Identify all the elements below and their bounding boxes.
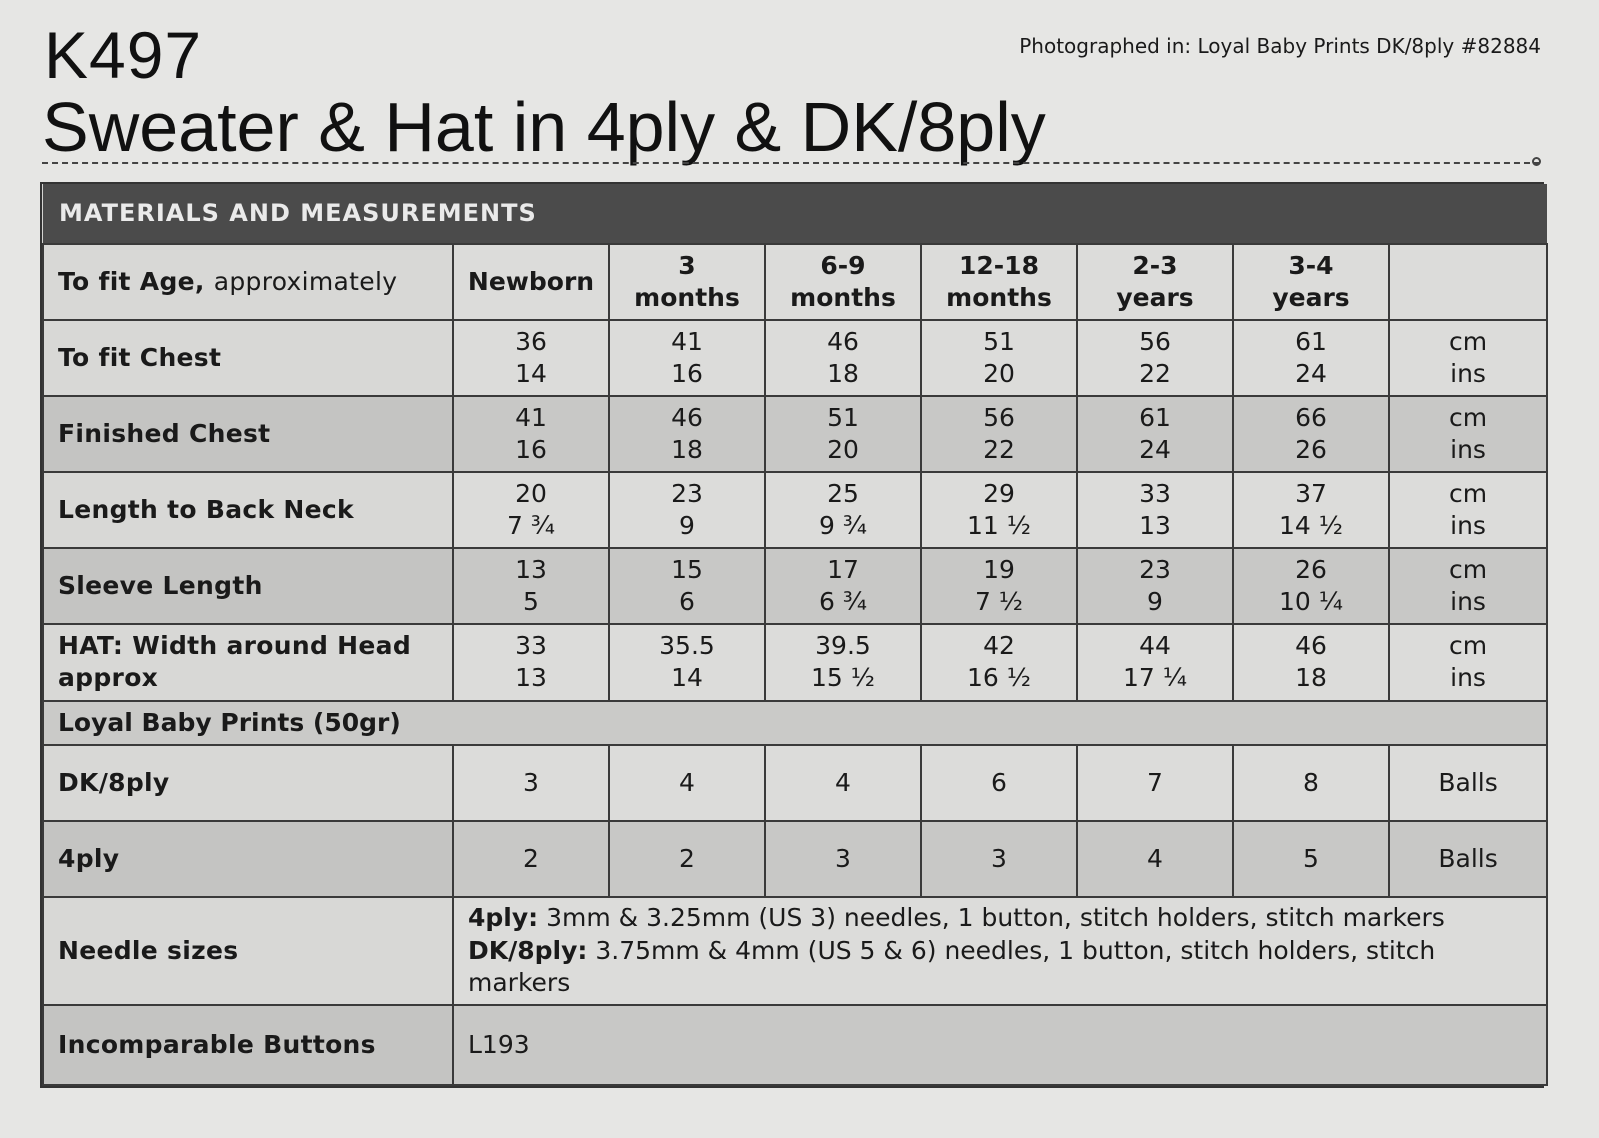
unit-cell: cm ins <box>1389 320 1547 396</box>
value-cell: 46 18 <box>1233 624 1389 700</box>
age-cell: 2-3 years <box>1077 244 1233 320</box>
value-cell: 33 13 <box>1077 472 1233 548</box>
yarn-label: DK/8ply <box>43 745 453 821</box>
value-cell: 56 22 <box>1077 320 1233 396</box>
age-cell: 3-4 years <box>1233 244 1389 320</box>
yarn-section-label: Loyal Baby Prints (50gr) <box>43 701 1547 745</box>
value-cell: 23 9 <box>1077 548 1233 624</box>
yarn-cell: 5 <box>1233 821 1389 897</box>
yarn-cell: 2 <box>453 821 609 897</box>
photographed-note: Photographed in: Loyal Baby Prints DK/8ply #82884 <box>1019 34 1541 58</box>
materials-table-container <box>40 182 1544 1088</box>
value-cell: 35.5 14 <box>609 624 765 700</box>
value-cell: 19 7 ½ <box>921 548 1077 624</box>
measurement-row <box>43 472 1547 548</box>
value-cell: 25 9 ¾ <box>765 472 921 548</box>
value-cell: 42 16 ½ <box>921 624 1077 700</box>
yarn-cell: 6 <box>921 745 1077 821</box>
yarn-unit-cell: Balls <box>1389 745 1547 821</box>
unit-cell: cm ins <box>1389 472 1547 548</box>
age-label: To fit Age, approximately <box>43 244 453 320</box>
age-cell: Newborn <box>453 244 609 320</box>
yarn-label: 4ply <box>43 821 453 897</box>
pattern-code: K497 <box>44 18 203 92</box>
age-cell: 3 months <box>609 244 765 320</box>
yarn-cell: 7 <box>1077 745 1233 821</box>
value-cell: 37 14 ½ <box>1233 472 1389 548</box>
yarn-cell: 4 <box>609 745 765 821</box>
yarn-row <box>43 821 1547 897</box>
needles-label: Needle sizes <box>43 897 453 1005</box>
yarn-cell: 4 <box>765 745 921 821</box>
needles-row <box>43 897 1547 1005</box>
measurement-label: Length to Back Neck <box>43 472 453 548</box>
measurement-label: To fit Chest <box>43 320 453 396</box>
yarn-cell: 3 <box>921 821 1077 897</box>
yarn-cell: 4 <box>1077 821 1233 897</box>
yarn-cell: 8 <box>1233 745 1389 821</box>
measurement-row <box>43 548 1547 624</box>
value-cell: 23 9 <box>609 472 765 548</box>
age-cell: 6-9 months <box>765 244 921 320</box>
pattern-title: Sweater & Hat in 4ply & DK/8ply <box>42 88 1046 166</box>
value-cell: 26 10 ¼ <box>1233 548 1389 624</box>
buttons-value: L193 <box>453 1005 1547 1085</box>
dashed-divider <box>42 162 1540 164</box>
value-cell: 66 26 <box>1233 396 1389 472</box>
unit-cell: cm ins <box>1389 548 1547 624</box>
yarn-cell: 3 <box>765 821 921 897</box>
value-cell: 41 16 <box>609 320 765 396</box>
yarn-cell: 2 <box>609 821 765 897</box>
measurement-row <box>43 624 1547 700</box>
unit-cell: cm ins <box>1389 624 1547 700</box>
value-cell: 39.5 15 ½ <box>765 624 921 700</box>
value-cell: 56 22 <box>921 396 1077 472</box>
measurement-label: Sleeve Length <box>43 548 453 624</box>
measurement-row <box>43 320 1547 396</box>
yarn-row <box>43 745 1547 821</box>
value-cell: 33 13 <box>453 624 609 700</box>
yarn-cell: 3 <box>453 745 609 821</box>
value-cell: 46 18 <box>765 320 921 396</box>
value-cell: 51 20 <box>765 396 921 472</box>
age-unit-cell <box>1389 244 1547 320</box>
value-cell: 20 7 ¾ <box>453 472 609 548</box>
buttons-row <box>43 1005 1547 1085</box>
value-cell: 51 20 <box>921 320 1077 396</box>
value-cell: 13 5 <box>453 548 609 624</box>
materials-table <box>42 184 1548 1086</box>
value-cell: 46 18 <box>609 396 765 472</box>
yarn-unit-cell: Balls <box>1389 821 1547 897</box>
age-cell: 12-18 months <box>921 244 1077 320</box>
needles-detail: 4ply: 3mm & 3.25mm (US 3) needles, 1 button, stitch holders, stitch markers DK/8ply: 3.75mm & 4mm (US 5 & 6) needles, 1 button, stitch holders, stitch markers <box>453 897 1547 1005</box>
measurement-label: HAT: Width around Head approx <box>43 624 453 700</box>
unit-cell: cm ins <box>1389 396 1547 472</box>
yarn-section-row <box>43 701 1547 745</box>
measurement-row <box>43 396 1547 472</box>
value-cell: 41 16 <box>453 396 609 472</box>
value-cell: 17 6 ¾ <box>765 548 921 624</box>
measurement-label: Finished Chest <box>43 396 453 472</box>
value-cell: 44 17 ¼ <box>1077 624 1233 700</box>
value-cell: 29 11 ½ <box>921 472 1077 548</box>
age-row <box>43 244 1547 320</box>
value-cell: 61 24 <box>1077 396 1233 472</box>
buttons-label: Incomparable Buttons <box>43 1005 453 1085</box>
value-cell: 15 6 <box>609 548 765 624</box>
table-heading: MATERIALS AND MEASUREMENTS <box>43 184 1547 244</box>
value-cell: 36 14 <box>453 320 609 396</box>
value-cell: 61 24 <box>1233 320 1389 396</box>
divider-end-dot <box>1532 157 1541 166</box>
